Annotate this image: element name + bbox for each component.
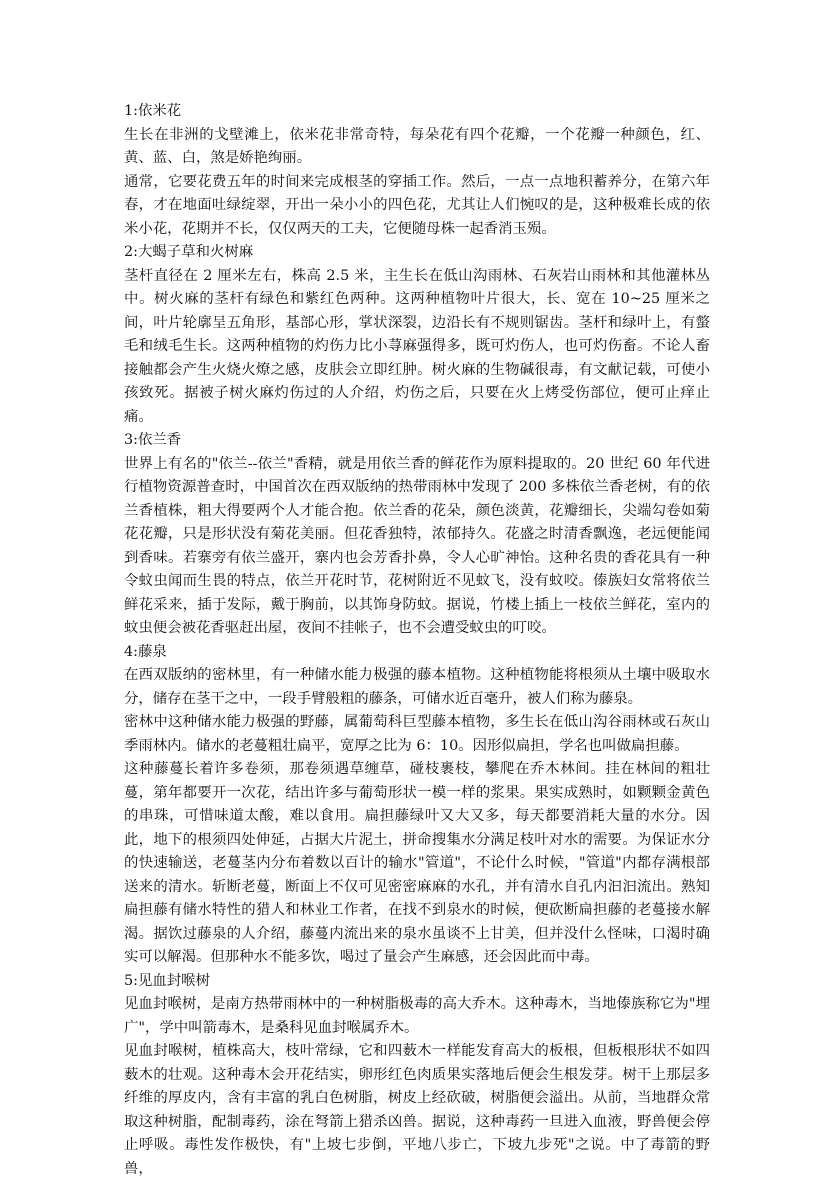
paragraph: 见血封喉树，植株高大，枝叶常绿，它和四薮木一样能发育高大的板根，但板根形状不如四薮木的壮观。这种毒木会开花结实，卵形红色肉质果实落地后便会生根发芽。树干上那层多纤维的厚皮内，含有丰富的乳白色树脂，树皮上经砍破，树脂便会溢出。从前，当地群众常取这种树脂，配制毒药，涂在弩箭上猎杀凶兽。据说，这种毒药一旦进入血液，野兽便会停止呼吸。毒性发作极快，有"上坡七步倒，平地八步亡，下坡九步死"之说。中了毒箭的野兽， xyxy=(124,1043,710,1177)
paragraph: 通常，它要花费五年的时间来完成根茎的穿插工作。然后，一点一点地积蓄养分，在第六年春，才在地面吐绿绽翠，开出一朵小小的四色花，尤其让人们惋叹的是，这种极难长成的依米小花，花期并不长，仅仅两天的工夫，它便随母株一起香消玉殒。 xyxy=(124,173,710,237)
section-title-ylang-ylang: 3:依兰香 xyxy=(124,432,182,448)
section-title-vine-spring: 4:藤泉 xyxy=(124,643,167,660)
section-title-scorpion-grass: 2:大蝎子草和火树麻 xyxy=(124,244,254,260)
section-title-upas-tree: 5:见血封喉树 xyxy=(124,972,210,989)
paragraph: 密林中这种储水能力极强的野藤，属葡萄科巨型藤本植物，多生长在低山沟谷雨林或石灰山季雨林内。储水的老蔓粗壮扁平，宽厚之比为 6：10。因形似扁担，学名也叫做扁担藤。 xyxy=(124,714,710,754)
section-title-yimi-flower: 1:依米花 xyxy=(124,103,182,119)
paragraph: 生长在非洲的戈壁滩上，依米花非常奇特，每朵花有四个花瓣，一个花瓣一种颜色，红、黄、蓝、白，煞是娇艳绚丽。 xyxy=(124,126,710,166)
paragraph: 这种藤蔓长着许多卷须，那卷须遇草缠草，碰枝裹枝，攀爬在乔木林间。挂在林间的粗壮蔓，第年都要开一次花，结出许多与葡萄形状一模一样的浆果。果实成熟时，如颗颗金黄色的串珠，可惜味道太酸，难以食用。扁担藤绿叶又大又多，每天都要消耗大量的水分。因此，地下的根须四处伸延，占据大片泥土，拼命搜集水分满足枝叶对水的需要。为保证水分的快速输送，老蔓茎内分布着数以百计的输水"管道"，不论什么时候，"管道"内都存满根部送来的清水。斩断老蔓，断面上不仅可见密密麻麻的水孔，并有清水自孔内汩汩流出。熟知扁担藤有储水特性的猎人和林业工作者，在找不到泉水的时候，便砍断扁担藤的老蔓接水解渴。据饮过藤泉的人介绍，藤蔓内流出来的泉水虽谈不上甘美，但并没什么怪味，口渴时确实可以解渴。但那种水不能多饮，喝过了量会产生麻感，还会因此而中毒。 xyxy=(124,761,710,965)
paragraph: 茎杆直径在 2 厘米左右，株高 2.5 米，主生长在低山沟雨林、石灰岩山雨林和其他灌林丛中。树火麻的茎杆有绿色和紫红色两种。这两种植物叶片很大，长、宽在 10~25 厘米之间，叶片轮廓呈五角形，基部心形，掌状深裂，边沿长有不规则锯齿。茎杆和绿叶上，有螫毛和绒毛生长。这两种植物的灼伤力比小荨麻强得多，既可灼伤人，也可灼伤畜。不论人畜接触都会产生火烧火燎之感，皮肤会立即红肿。树火麻的生物碱很毒，有文献记载，可使小孩致死。据被子树火麻灼伤过的人介绍，灼伤之后，只要在火上烤受伤部位，便可止痒止痛。 xyxy=(124,267,710,425)
document-page xyxy=(124,100,710,1181)
paragraph: 见血封喉树，是南方热带雨林中的一种树脂极毒的高大乔木。这种毒木，当地傣族称它为"埋广"，学中叫箭毒木，是桑科见血封喉属乔木。 xyxy=(124,996,710,1036)
paragraph: 在西双版纳的密林里，有一种储水能力极强的藤本植物。这种植物能将根须从土壤中吸取水分，储存在茎干之中，一段手臂般粗的藤条，可储水近百毫升，被人们称为藤泉。 xyxy=(124,667,710,707)
paragraph: 世界上有名的"依兰--依兰"香精，就是用依兰香的鲜花作为原料提取的。20 世纪 60 年代进行植物资源普查时，中国首次在西双版纳的热带雨林中发现了 200 多株依兰香老树，有的依兰香植株，粗大得要两个人才能合抱。依兰香的花朵，颜色淡黄，花瓣细长，尖端勾卷如菊花花瓣，只是形状没有菊花美丽。但花香独特，浓郁持久。花盛之时清香飘逸，老远便能闻到香味。若寨旁有依兰盛开，寨内也会芳香扑鼻，令人心旷神怡。这种名贵的香花具有一种令蚊虫闻而生畏的特点，依兰开花时节，花树附近不见蚊飞，没有蚊咬。傣族妇女常将依兰鲜花采来，插于发际，戴于胸前，以其饰身防蚊。据说，竹楼上插上一枝依兰鲜花，室内的蚊虫便会被花香驱赶出屋，夜间不挂帐子，也不会遭受蚊虫的叮咬。 xyxy=(124,455,710,636)
